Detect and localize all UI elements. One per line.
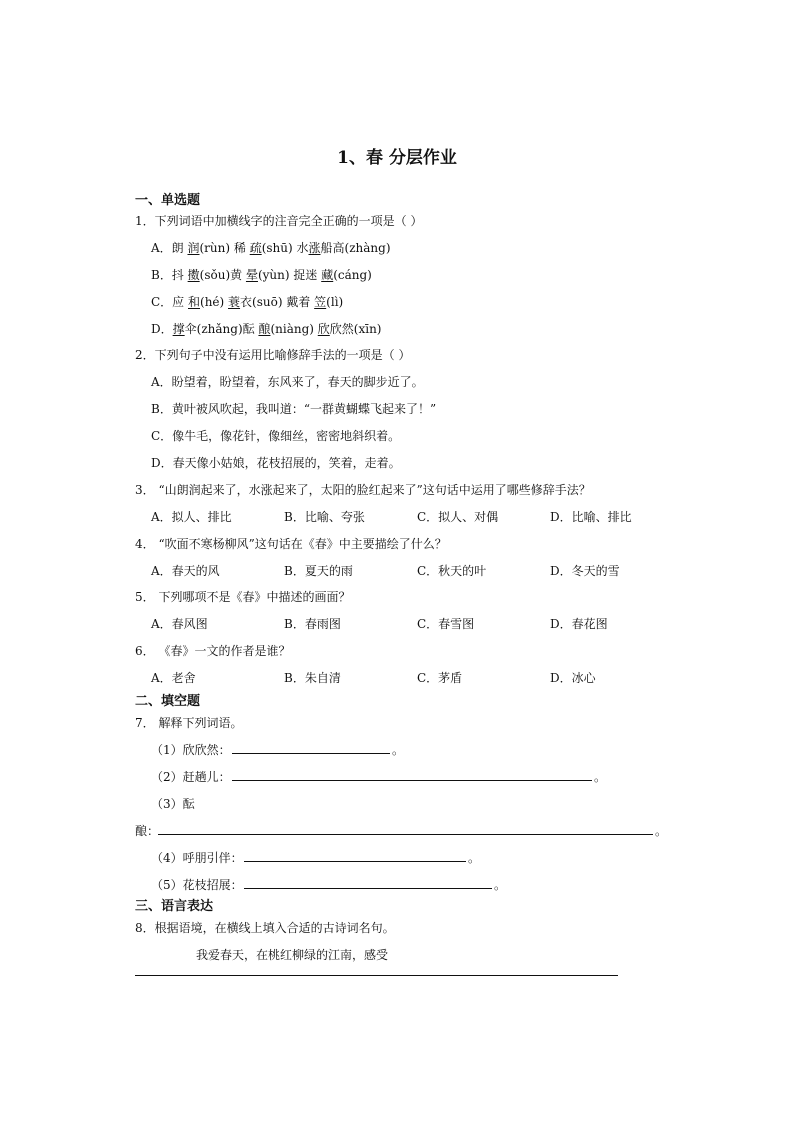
question-7-item-2-label: （2）赶趟儿： [151,770,231,784]
question-7-item-5-label: （5）花枝招展： [151,878,243,892]
answer-line-8[interactable] [135,974,618,976]
answer-line-3[interactable] [158,833,653,835]
question-5-stem: 5． 下列哪项不是《春》中描述的画面？ [135,590,351,604]
question-2-option-b: B．黄叶被风吹起，我叫道：“一群黄蝴蝶飞起来了！” [151,402,437,416]
question-2-option-d: D．春天像小姑娘，花枝招展的，笑着，走着。 [151,456,401,470]
question-4-option-a: A．春天的风 [151,564,220,578]
question-5-option-a: A．春风图 [151,617,208,631]
question-7-item-3-label: （3）酝 [151,797,195,811]
section-heading-fill-blank: 二、填空题 [135,694,201,709]
question-5-option-b: B．春雨图 [284,617,341,631]
question-1-stem: 1．下列词语中加横线字的注音完全正确的一项是（ ） [135,214,423,228]
question-3-option-c: C．拟人、对偶 [417,510,499,524]
question-6-option-c: C．茅盾 [417,671,463,685]
question-6-option-a: A．老舍 [151,671,196,685]
question-6-option-d: D．冰心 [550,671,596,685]
question-2-option-a: A．盼望着，盼望着，东风来了，春天的脚步近了。 [151,375,424,389]
question-1-option-c: C．应 和(hé) 蓑衣(suō) 戴着 笠(lì) [151,295,344,309]
question-4-stem: 4． “吹面不寒杨柳风”这句话在《春》中主要描绘了什么？ [135,537,447,551]
item-1-period: 。 [392,743,405,757]
question-4-option-b: B．夏天的雨 [284,564,353,578]
question-6-option-b: B．朱自清 [284,671,341,685]
item-2-period: 。 [594,770,607,784]
question-1-option-d: D．撑伞(zhǎng)酝 酿(niàng) 欣欣然(xīn) [151,322,382,336]
question-7-stem: 7． 解释下列词语。 [135,716,243,730]
question-3-option-b: B．比喻、夸张 [284,510,365,524]
item-3-period: 。 [655,824,668,838]
question-3-option-a: A．拟人、排比 [151,510,232,524]
question-4-option-d: D．冬天的雪 [550,564,620,578]
question-8-stem: 8．根据语境，在横线上填入合适的古诗词名句。 [135,921,395,935]
page-title: 1、春 分层作业 [337,148,457,168]
answer-line-2[interactable] [232,779,592,781]
question-7-item-1-label: （1）欣欣然： [151,743,231,757]
question-1-option-b: B．抖 擞(sǒu)黄 晕(yùn) 捉迷 藏(cáng) [151,268,372,282]
item-4-period: 。 [468,851,481,865]
question-5-option-d: D．春花图 [550,617,608,631]
answer-line-5[interactable] [244,887,492,889]
question-2-stem: 2．下列句子中没有运用比喻修辞手法的一项是（ ） [135,348,411,362]
question-5-option-c: C．春雪图 [417,617,475,631]
section-heading-single-choice: 一、单选题 [135,193,201,208]
item-5-period: 。 [494,878,507,892]
question-4-option-c: C．秋天的叶 [417,564,487,578]
question-3-option-d: D．比喻、排比 [550,510,632,524]
question-8-text: 我爱春天，在桃红柳绿的江南，感受 [196,948,389,962]
question-2-option-c: C．像牛毛，像花针，像细丝，密密地斜织着。 [151,429,401,443]
question-7-item-3-label-cont: 酿： [135,824,160,838]
answer-line-1[interactable] [232,752,390,754]
question-6-stem: 6． 《春》一文的作者是谁？ [135,644,291,658]
question-7-item-4-label: （4）呼朋引伴： [151,851,243,865]
question-1-option-a: A．朗 润(rùn) 稀 疏(shū) 水涨船高(zhàng) [151,241,391,255]
section-heading-language-expression: 三、语言表达 [135,899,214,914]
answer-line-4[interactable] [244,860,466,862]
question-3-stem: 3． “山朗润起来了，水涨起来了，太阳的脸红起来了”这句话中运用了哪些修辞手法？ [135,483,591,497]
